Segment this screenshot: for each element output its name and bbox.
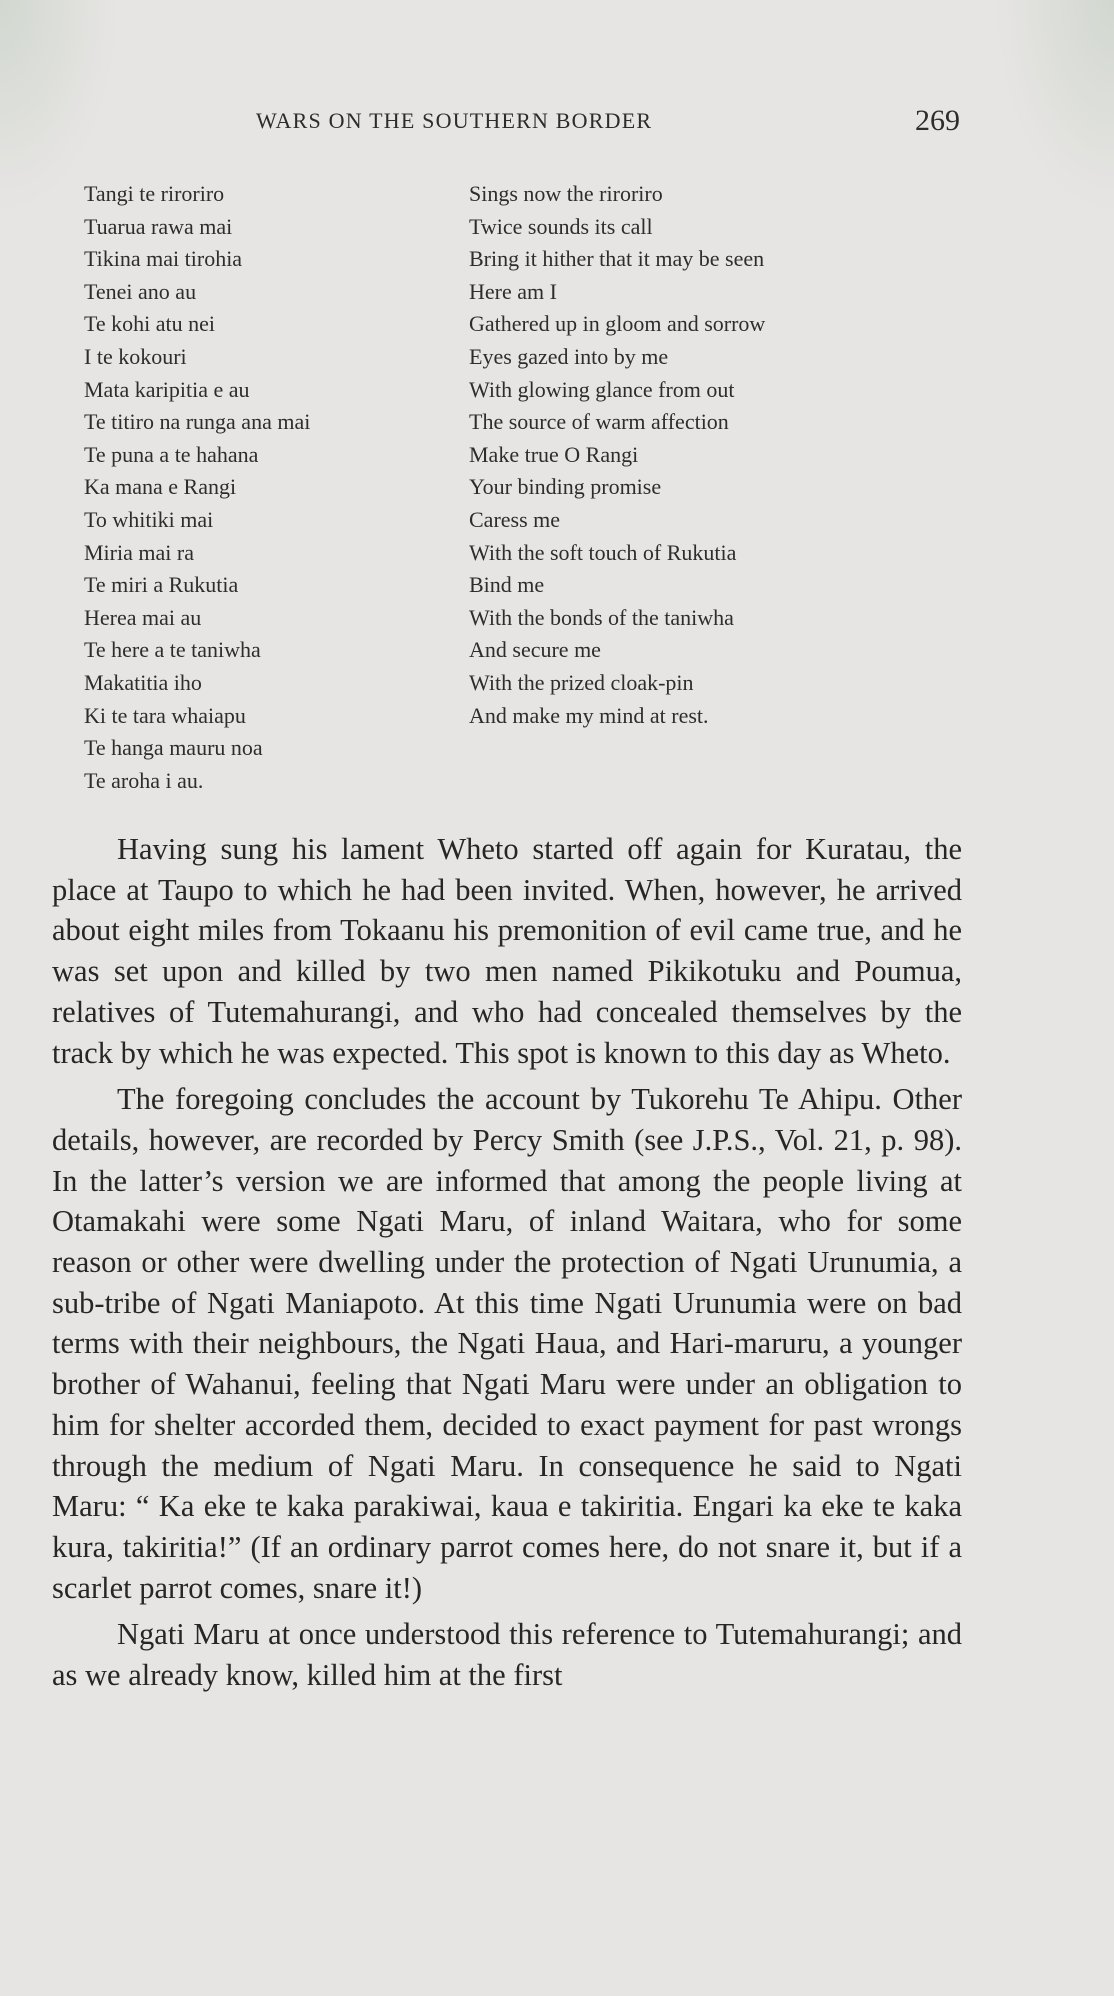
poem-line	[84, 471, 964, 504]
poem-maori-line: To whitiki mai	[84, 506, 214, 532]
poem-maori-line: Ki te tara whaiapu	[84, 702, 246, 728]
poem-english-line: With the bonds of the taniwha	[469, 604, 734, 630]
poem-maori-line: Te here a te taniwha	[84, 637, 261, 663]
poem-maori-line: Tuarua rawa mai	[84, 213, 233, 239]
poem-maori-line: Miria mai ra	[84, 539, 194, 565]
body-paragraph: The foregoing concludes the account by Tukorehu Te Ahipu. Other details, however, are recorded by Percy Smith (see J.P.S., Vol. 21, p. 98). In the latter’s version we are informed that among the people living at Otamakahi were some Ngati Maru, of inland Waitara, who for some reason or other were dwelling under the protection of Ngati Urunumia, a sub-tribe of Ngati Maniapoto. At this time Ngati Urunumia were on bad terms with their neighbours, the Ngati Haua, and Hari-maruru, a younger brother of Wahanui, feeling that Ngati Maru were under an obligation to him for shelter accorded them, decided to exact payment for past wrongs through the medium of Ngati Maru. In consequence he said to Ngati Maru: “ Ka eke te kaka parakiwai, kaua e takiritia. Engari ka eke te kaka kura, takiritia!” (If an ordinary parrot comes here, do not snare it, but if a scarlet parrot comes, snare it!)	[52, 1082, 962, 1605]
poem-block	[84, 178, 964, 797]
poem-maori-line: Te aroha i au.	[84, 767, 204, 793]
poem-maori-line: Tenei ano au	[84, 278, 197, 304]
poem-maori-line: Te kohi atu nei	[84, 311, 216, 337]
poem-maori-line: Ka mana e Rangi	[84, 474, 237, 500]
poem-line	[84, 700, 964, 733]
body-text	[52, 829, 962, 1702]
poem-maori-line: I te kokouri	[84, 343, 187, 369]
poem-english-line: Gathered up in gloom and sorrow	[469, 311, 766, 337]
poem-maori-line: Te hanga mauru noa	[84, 735, 263, 761]
poem-english-line: With the soft touch of Rukutia	[469, 539, 737, 565]
poem-maori-line: Te puna a te hahana	[84, 441, 259, 467]
poem-line	[84, 504, 964, 537]
poem-maori-line: Tikina mai tirohia	[84, 246, 243, 272]
poem-line	[84, 308, 964, 341]
poem-line	[84, 732, 964, 765]
poem-line	[84, 276, 964, 309]
poem-english-line: And make my mind at rest.	[469, 702, 709, 728]
poem-line	[84, 243, 964, 276]
poem-maori-line: Te miri a Rukutia	[84, 572, 239, 598]
running-head: WARS ON THE SOUTHERN BORDER	[256, 108, 653, 133]
poem-english-line	[469, 765, 964, 798]
poem-line	[84, 341, 964, 374]
poem-english-line: Caress me	[469, 506, 561, 532]
poem-english-line: With glowing glance from out	[469, 376, 735, 402]
poem-english-line: Make true O Rangi	[469, 441, 639, 467]
body-paragraph: Ngati Maru at once understood this reference to Tutemahurangi; and as we already know, killed him at the first	[52, 1617, 962, 1693]
poem-english-line: The source of warm affection	[469, 409, 729, 435]
poem-english-line: Here am I	[469, 278, 557, 304]
poem-line	[84, 374, 964, 407]
poem-maori-line: Te titiro na runga ana mai	[84, 409, 311, 435]
poem-maori-line: Herea mai au	[84, 604, 202, 630]
poem-english-line: Twice sounds its call	[469, 213, 653, 239]
poem-line	[84, 406, 964, 439]
page-number: 269	[915, 104, 960, 137]
poem-maori-line: Makatitia iho	[84, 669, 202, 695]
poem-maori-line: Tangi te riroriro	[84, 181, 225, 206]
poem-line	[84, 765, 964, 798]
poem-line	[84, 602, 964, 635]
poem-line	[84, 634, 964, 667]
poem-line	[84, 178, 964, 211]
poem-english-line: Your binding promise	[469, 474, 662, 500]
poem-english-line: With the prized cloak-pin	[469, 669, 694, 695]
poem-english-line: Sings now the riroriro	[469, 181, 663, 206]
poem-line	[84, 569, 964, 602]
poem-line	[84, 537, 964, 570]
poem-english-line: And secure me	[469, 637, 601, 663]
poem-line	[84, 667, 964, 700]
poem-english-line: Eyes gazed into by me	[469, 343, 669, 369]
poem-english-line: Bind me	[469, 572, 545, 598]
poem-line	[84, 211, 964, 244]
poem-line	[84, 439, 964, 472]
poem-english-line: Bring it hither that it may be seen	[469, 246, 765, 272]
poem-maori-line: Mata karipitia e au	[84, 376, 250, 402]
body-paragraph: Having sung his lament Wheto started off again for Kuratau, the place at Taupo to which he had been invited. When, however, he arrived about eight miles from Tokaanu his premonition of evil came true, and he was set upon and killed by two men named Pikikotuku and Poumua, relatives of Tutemahurangi, and who had concealed themselves by the track by which he was expected. This spot is known to this day as Wheto.	[52, 832, 962, 1070]
poem-english-line	[469, 732, 964, 765]
